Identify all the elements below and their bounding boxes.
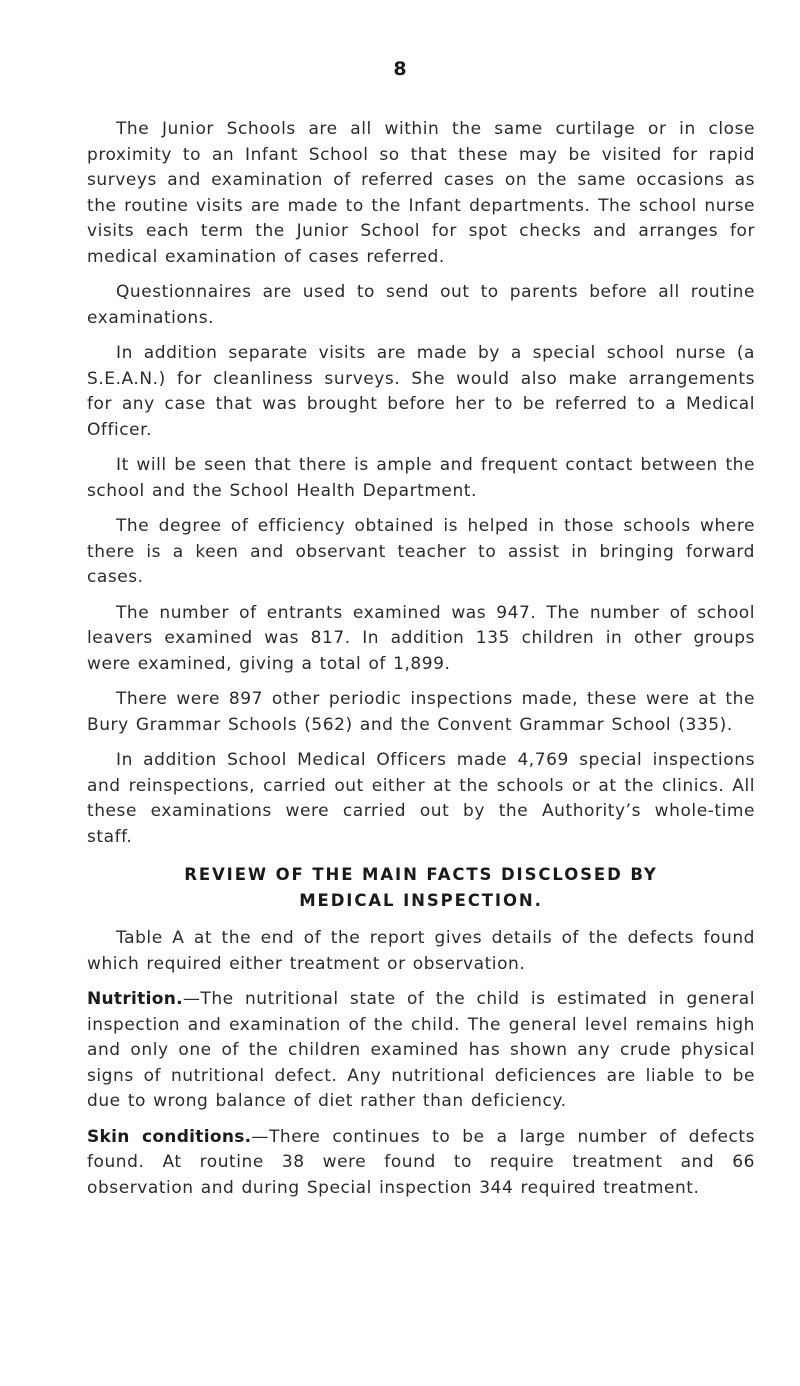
skin-conditions-text: —There continues to be a large number of defects found. At routine 38 were found to require treatment and 66 observation and during Special inspection 344 required treatment. bbox=[87, 1126, 755, 1198]
paragraph-efficiency: The degree of efficiency obtained is helped in those schools where there is a keen and observant teacher to assist in bringing forward cases. bbox=[87, 516, 755, 587]
paragraph-nutrition bbox=[87, 987, 755, 1115]
paragraph-skin-conditions bbox=[87, 1125, 755, 1202]
paragraph-special-inspections: In addition School Medical Officers made 4,769 special inspections and reinspections, carried out either at the schools or at the clinics. All these examinations were carried out by the Authority’s whole-time staff. bbox=[87, 750, 755, 847]
paragraph-periodic-inspections: There were 897 other periodic inspections made, these were at the Bury Grammar Schools (562) and the Convent Grammar School (335). bbox=[87, 689, 755, 735]
body-text bbox=[87, 117, 755, 1211]
section-heading-line-1: REVIEW OF THE MAIN FACTS DISCLOSED BY bbox=[184, 865, 658, 884]
page-number: 8 bbox=[393, 58, 407, 80]
paragraph-separate-visits: In addition separate visits are made by a special school nurse (a S.E.A.N.) for cleanliness surveys. She would also make arrangements for any case that was brought before her to be referred to a Medical Officer. bbox=[87, 343, 755, 440]
paragraph-table-a: Table A at the end of the report gives details of the defects found which required either treatment or observation. bbox=[87, 928, 755, 974]
section-heading-line-2: MEDICAL INSPECTION. bbox=[299, 891, 543, 910]
skin-conditions-title: Skin conditions. bbox=[87, 1126, 252, 1147]
paragraph-entrants: The number of entrants examined was 947. The number of school leavers examined was 817. In addition 135 children in other groups were examined, giving a total of 1,899. bbox=[87, 602, 755, 674]
section-heading bbox=[87, 862, 755, 914]
paragraph-junior-schools: The Junior Schools are all within the same curtilage or in close proximity to an Infant School so that these may be visited for rapid surveys and examination of referred cases on the same occasions as the routine visits are made to the Infant departments. The school nurse visits each term the Junior School for spot checks and arranges for medical examination of cases referred. bbox=[87, 119, 755, 267]
nutrition-title: Nutrition. bbox=[87, 989, 183, 1009]
nutrition-text: —The nutritional state of the child is estimated in general inspection and examination of the child. The general level remains high and only one of the children examined has shown any crude physical signs of nutritional defect. Any nutritional deficiences are liable to be due to wrong balance of diet rather than deficiency. bbox=[87, 989, 755, 1111]
paragraph-contact: It will be seen that there is ample and frequent contact between the school and the School Health Department. bbox=[87, 455, 755, 501]
paragraph-questionnaires: Questionnaires are used to send out to parents before all routine examinations. bbox=[87, 282, 755, 328]
